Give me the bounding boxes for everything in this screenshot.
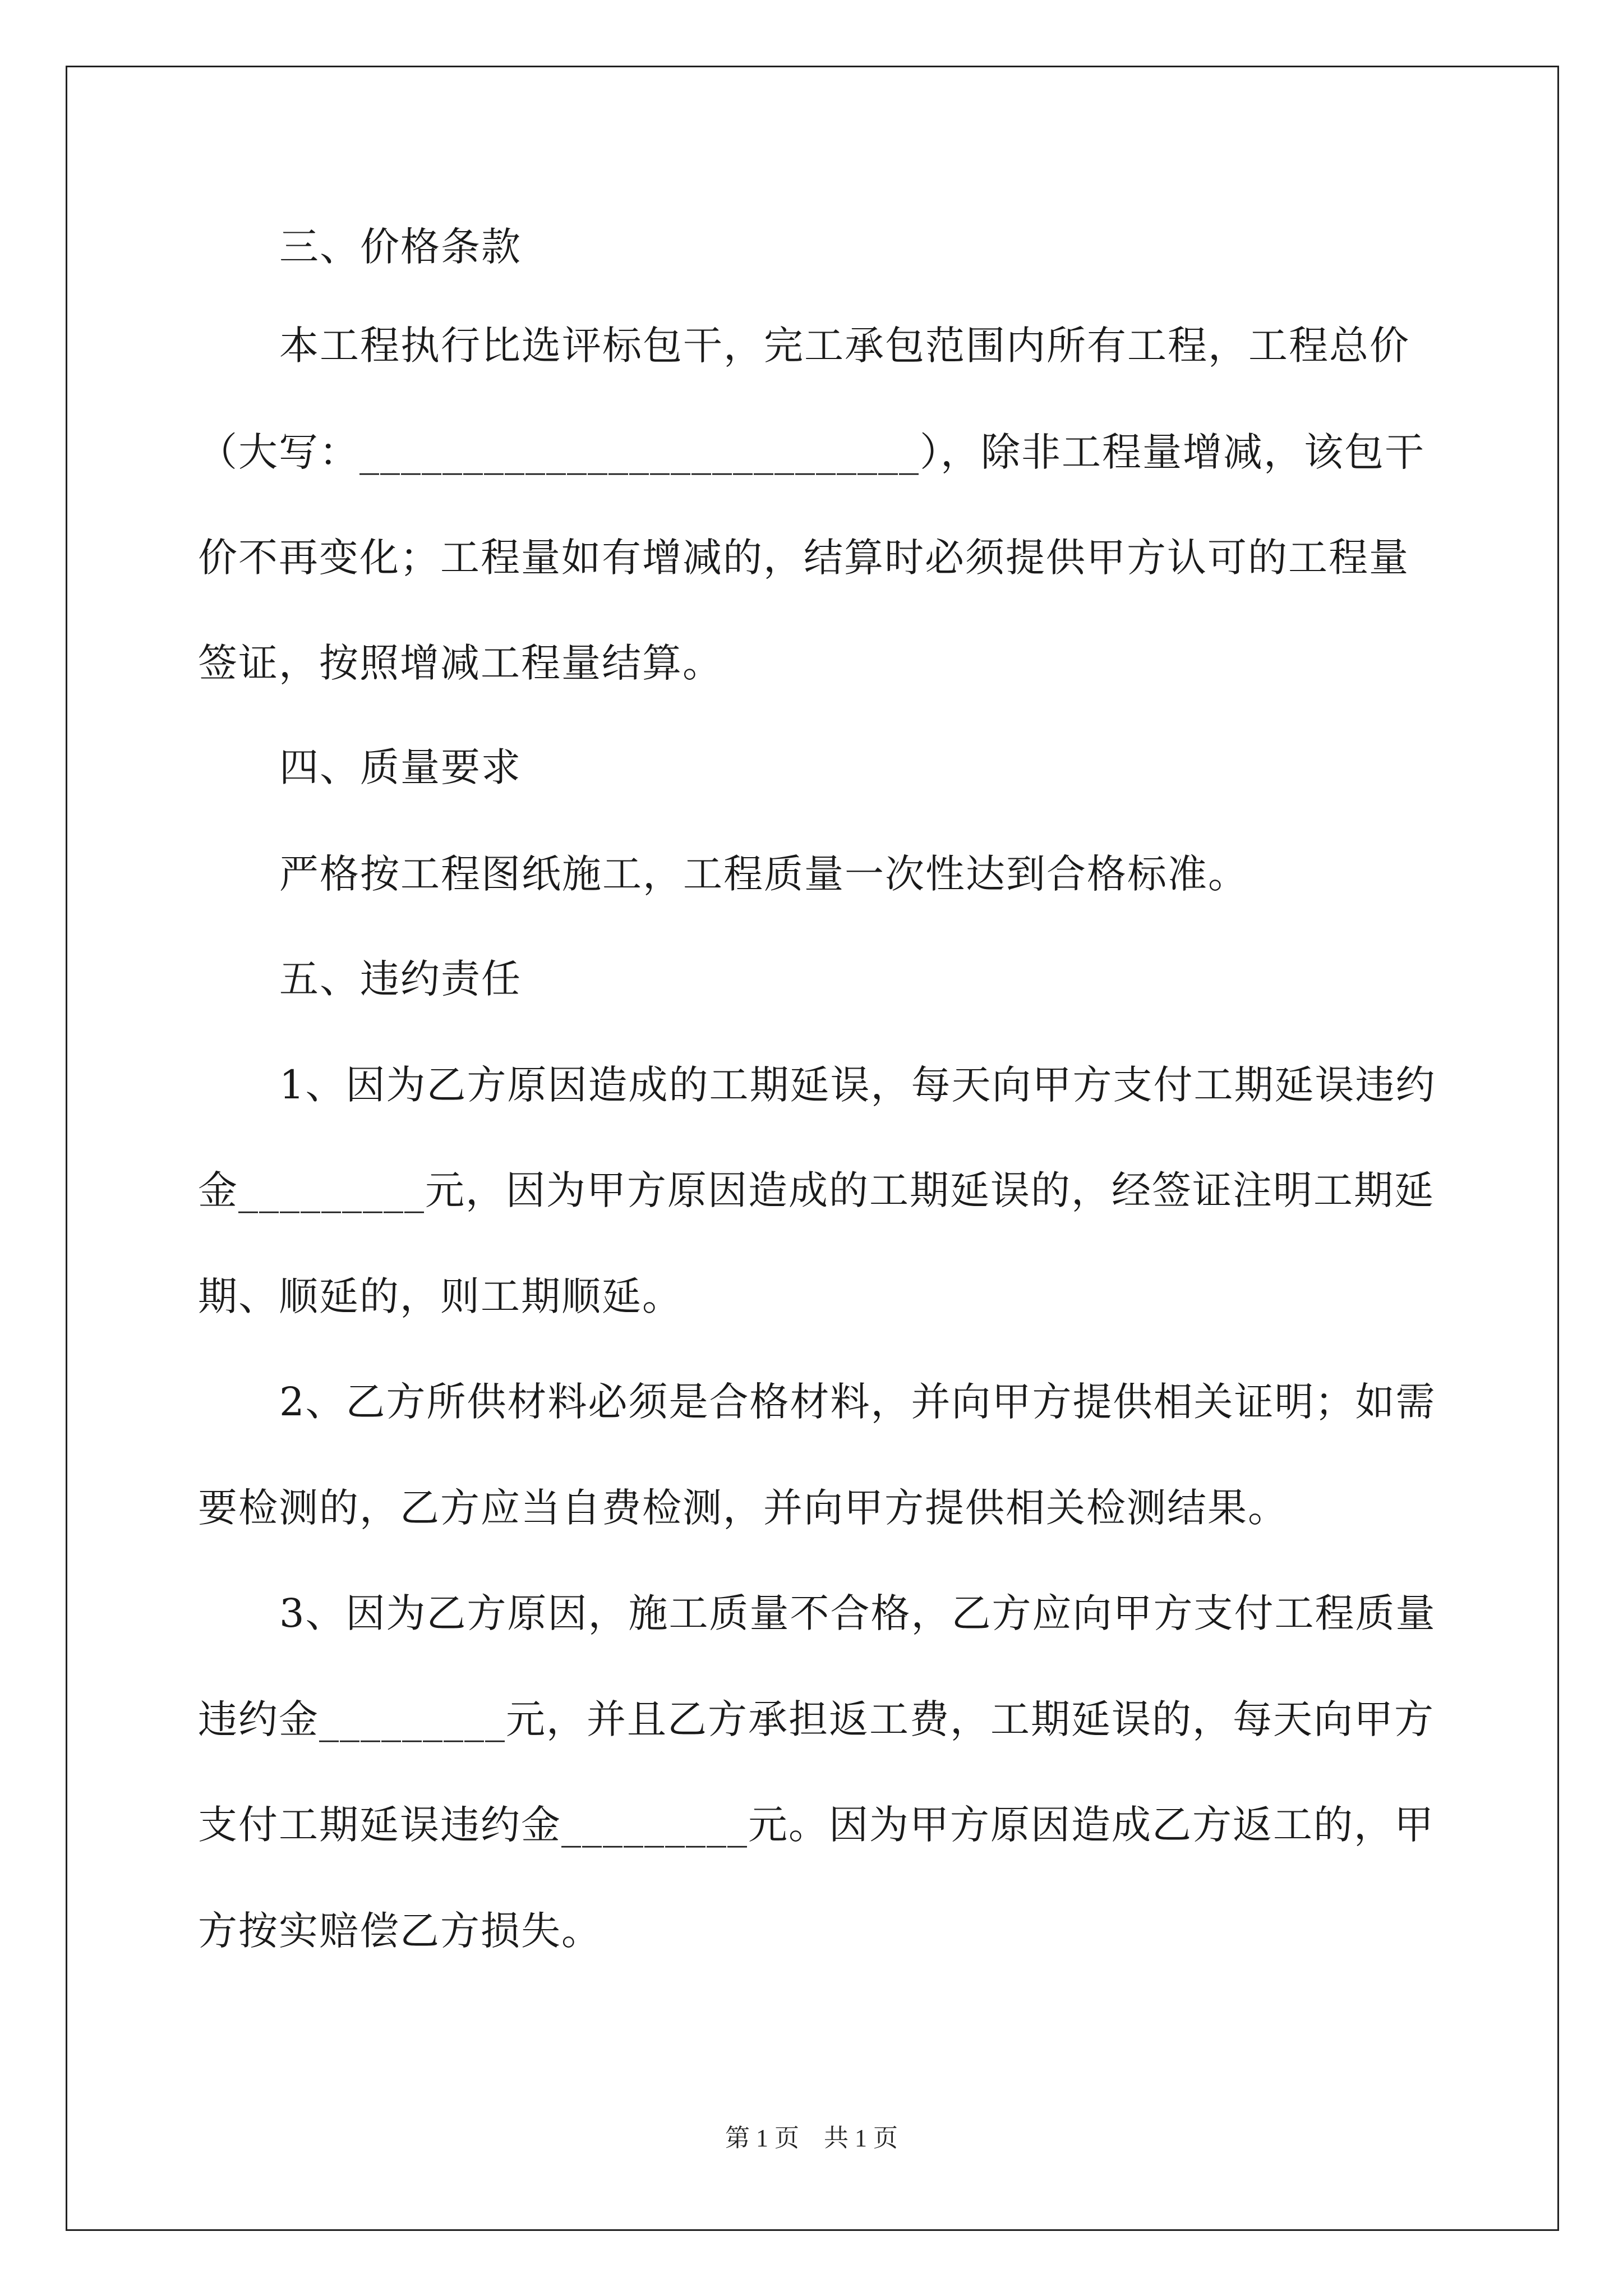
paragraph-line: 严格按工程图纸施工，工程质量一次性达到合格标准。 (279, 851, 1248, 897)
paragraph-line: 本工程执行比选评标包干，完工承包范围内所有工程，工程总价 (279, 323, 1410, 369)
paragraph-line: 价不再变化；工程量如有增减的，结算时必须提供甲方认可的工程量 (198, 535, 1409, 581)
paragraph-line: 1、因为乙方原因造成的工期延误，每天向甲方支付工期延误违约 (279, 1062, 1436, 1108)
paragraph-line: 方按实赔偿乙方损失。 (198, 1908, 602, 1954)
paragraph-line: 2、乙方所供材料必须是合格材料，并向甲方提供相关证明；如需 (279, 1379, 1436, 1425)
section-heading-liability: 五、违约责任 (279, 956, 522, 1002)
paragraph-line: 金_________元，因为甲方原因造成的工期延误的，经签证注明工期延 (198, 1167, 1435, 1213)
page-number-footer: 第 1 页 共 1 页 (725, 2124, 898, 2152)
paragraph-line: 3、因为乙方原因，施工质量不合格，乙方应向甲方支付工程质量 (279, 1590, 1436, 1636)
paragraph-line: 签证，按照增减工程量结算。 (198, 640, 723, 686)
paragraph-line: （大写：___________________________），除非工程量增减，该包干 (198, 429, 1425, 475)
paragraph-line: 违约金_________元，并且乙方承担返工费，工期延误的，每天向甲方 (198, 1696, 1435, 1742)
section-heading-quality: 四、质量要求 (279, 744, 522, 790)
paragraph-line: 要检测的，乙方应当自费检测，并向甲方提供相关检测结果。 (198, 1485, 1288, 1531)
paragraph-line: 支付工期延误违约金_________元。因为甲方原因造成乙方返工的，甲 (198, 1802, 1435, 1848)
section-heading-price: 三、价格条款 (279, 224, 522, 270)
paragraph-line: 期、顺延的，则工期顺延。 (198, 1273, 683, 1319)
